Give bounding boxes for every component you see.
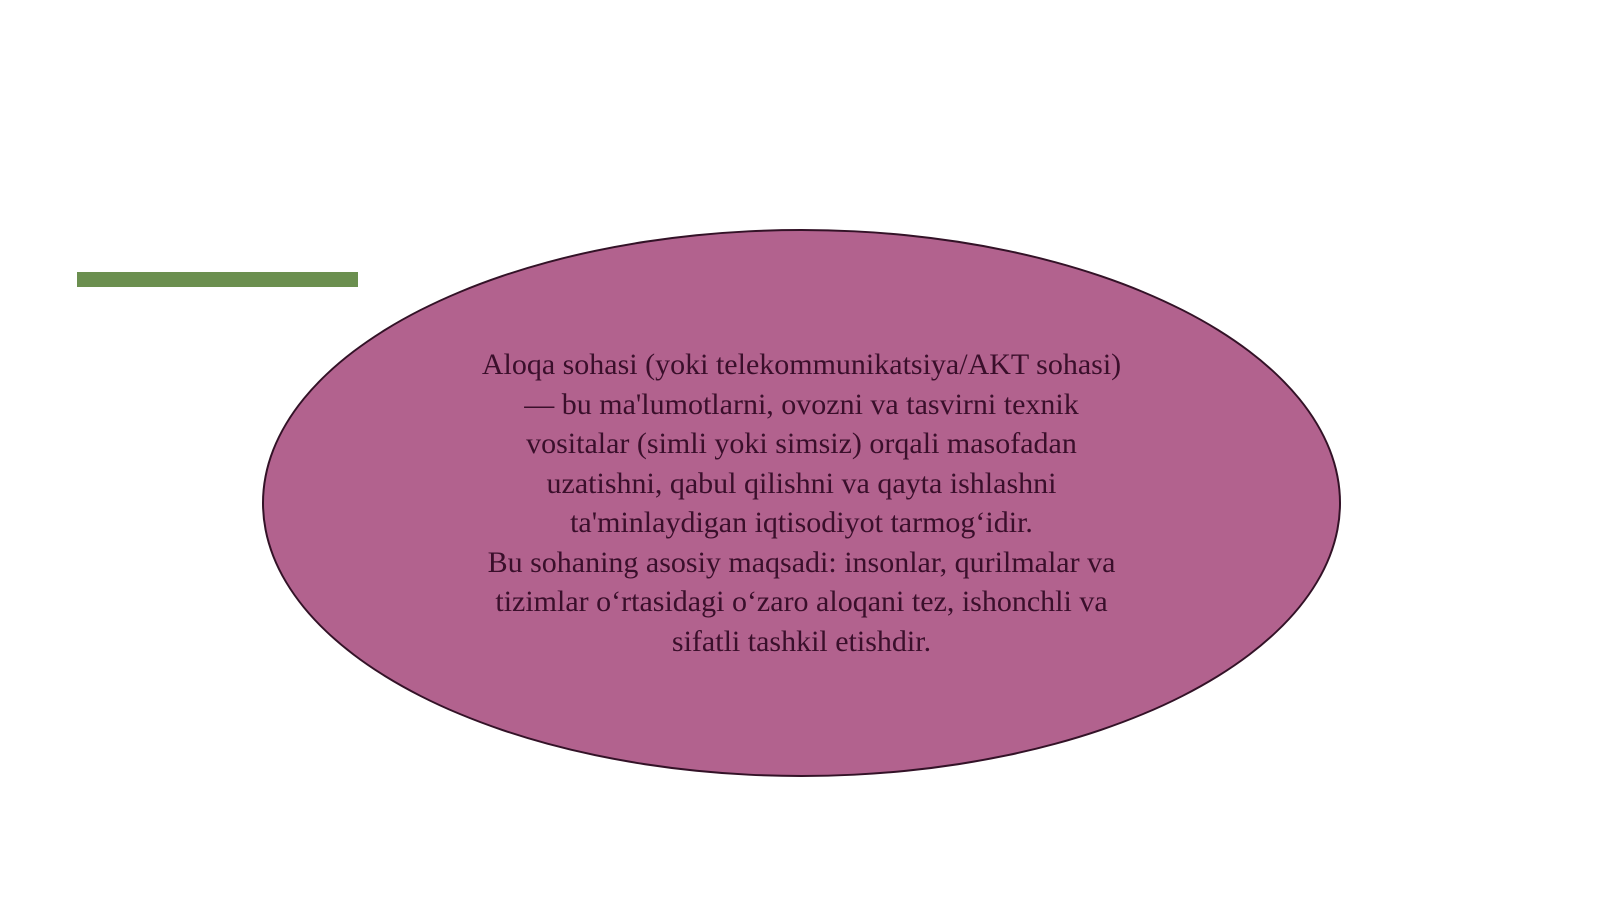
ellipse-text-line: Aloqa sohasi (yoki telekommunikatsiya/AKT sohasi) xyxy=(481,348,1122,381)
definition-ellipse xyxy=(262,229,1341,777)
ellipse-text-block xyxy=(264,345,1339,661)
ellipse-text-line: tizimlar o‘rtasidagi o‘zaro aloqani tez, ishonchli va xyxy=(495,585,1108,618)
accent-bar xyxy=(77,272,358,287)
ellipse-text-line: Bu sohaning asosiy maqsadi: insonlar, qurilmalar va xyxy=(487,545,1116,579)
ellipse-text-line: ta'minlaydigan iqtisodiyot tarmog‘idir. xyxy=(570,506,1033,539)
ellipse-text-line: sifatli tashkil etishdir. xyxy=(671,624,932,658)
ellipse-text-line: uzatishni, qabul qilishni va qayta ishlashni xyxy=(546,466,1057,500)
ellipse-text-line: — bu ma'lumotlarni, ovozni va tasvirni texnik xyxy=(524,387,1079,421)
ellipse-text-line: vositalar (simli yoki simsiz) orqali masofadan xyxy=(526,427,1077,460)
